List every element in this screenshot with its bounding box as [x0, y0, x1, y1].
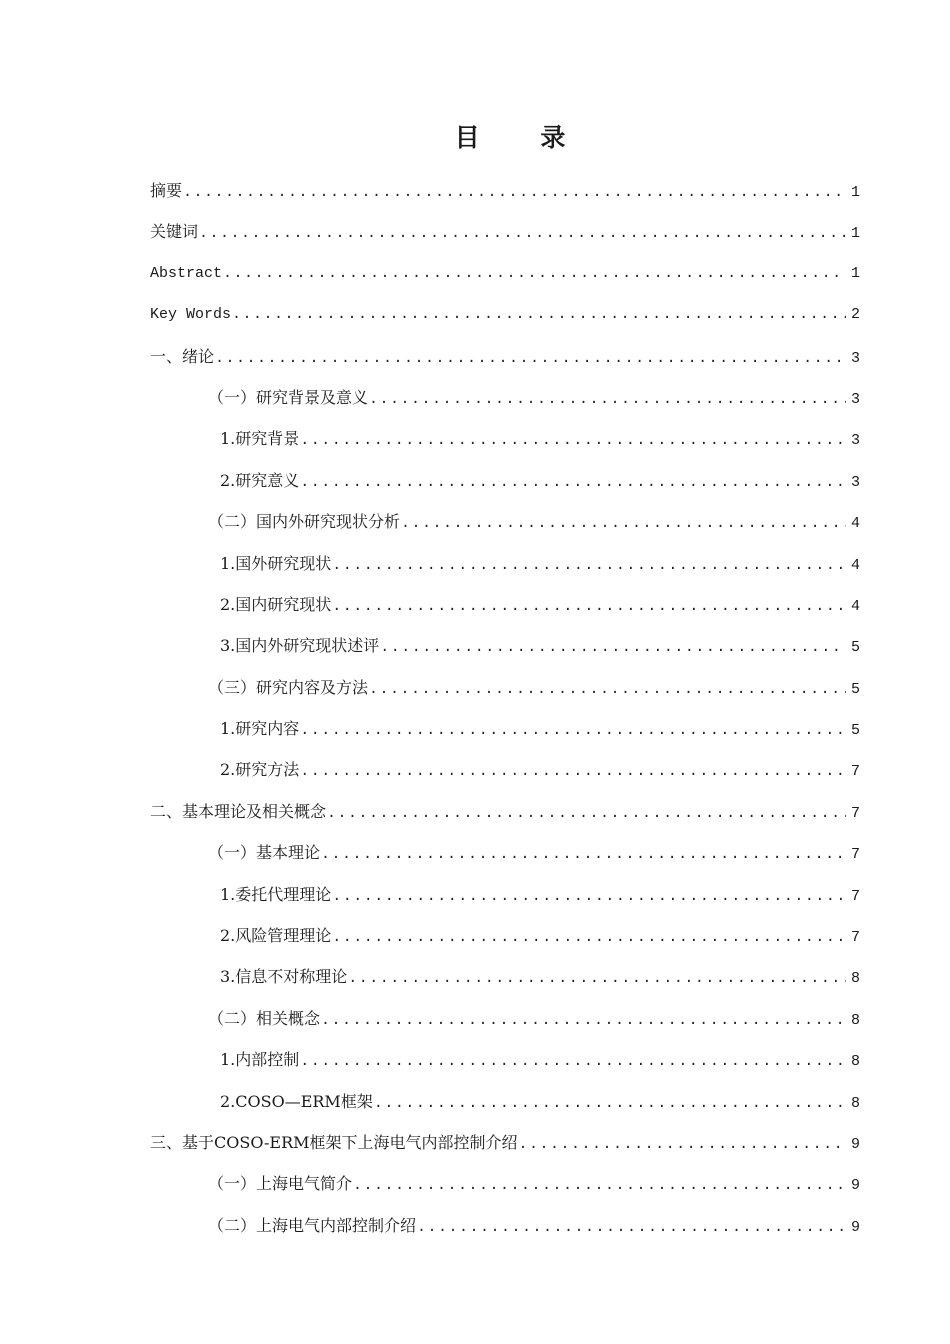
toc-entry[interactable] — [150, 708, 860, 749]
toc-entry-page-number: 9 — [850, 1135, 860, 1153]
toc-entry-label: 1.委托代理理论 — [220, 884, 332, 904]
toc-dot-leader — [321, 1000, 846, 1041]
toc-dot-leader — [321, 834, 846, 875]
toc-entry[interactable] — [150, 501, 860, 542]
toc-entry[interactable] — [150, 915, 860, 956]
toc-dot-leader — [199, 213, 846, 254]
toc-dot-leader — [374, 1083, 846, 1124]
toc-dot-leader — [332, 586, 846, 627]
toc-title: 目 录 — [454, 123, 592, 152]
toc-entry-label: 2.风险管理理论 — [220, 926, 332, 946]
toc-entry-label: 三、基于COSO-ERM框架下上海电气内部控制介绍 — [150, 1132, 518, 1152]
toc-entry[interactable] — [150, 1205, 860, 1246]
toc-dot-leader — [332, 876, 846, 917]
toc-entry[interactable] — [150, 294, 860, 335]
toc-entry-label: 1.内部控制 — [220, 1050, 300, 1070]
toc-entry-label: （一）研究背景及意义 — [208, 387, 369, 407]
toc-entry[interactable] — [150, 1122, 860, 1163]
toc-entry[interactable] — [150, 211, 860, 252]
toc-dot-leader — [519, 1124, 846, 1165]
toc-entry[interactable] — [150, 791, 860, 832]
toc-dot-leader — [327, 793, 846, 834]
toc-entry[interactable] — [150, 418, 860, 459]
toc-entry-page-number: 5 — [850, 639, 860, 657]
toc-entry-page-number: 8 — [850, 1053, 860, 1071]
toc-entry-page-number: 1 — [850, 264, 860, 282]
toc-dot-leader — [215, 338, 846, 379]
toc-dot-leader — [380, 627, 846, 668]
toc-entry-label: 2.国内研究现状 — [220, 594, 332, 614]
toc-entry-label: （二）国内外研究现状分析 — [208, 512, 401, 532]
toc-dot-leader — [223, 253, 846, 294]
toc-entry-page-number: 7 — [850, 846, 860, 864]
toc-entry[interactable] — [150, 543, 860, 584]
toc-entry-label: 3.国内外研究现状述评 — [220, 636, 380, 656]
toc-dot-leader — [332, 545, 846, 586]
toc-entry[interactable] — [150, 874, 860, 915]
toc-dot-leader — [183, 172, 846, 213]
toc-entry-label: （二）上海电气内部控制介绍 — [208, 1215, 417, 1235]
toc-dot-leader — [348, 958, 846, 999]
toc-dot-leader — [332, 917, 846, 958]
toc-entry-label: 3.信息不对称理论 — [220, 967, 348, 987]
toc-entry-page-number: 3 — [850, 349, 860, 367]
toc-entry[interactable] — [150, 253, 860, 294]
toc-entry-page-number: 7 — [850, 804, 860, 822]
toc-list — [150, 170, 860, 1246]
toc-dot-leader — [369, 379, 846, 420]
toc-entry-label: （一）基本理论 — [208, 843, 321, 863]
toc-entry[interactable] — [150, 1039, 860, 1080]
toc-dot-leader — [300, 751, 846, 792]
toc-entry-page-number: 1 — [850, 184, 860, 201]
toc-entry-page-number: 8 — [850, 1011, 860, 1029]
toc-dot-leader — [401, 503, 846, 544]
toc-entry-page-number: 7 — [850, 929, 860, 947]
toc-entry[interactable] — [150, 584, 860, 625]
toc-entry-page-number: 4 — [850, 597, 860, 615]
toc-entry[interactable] — [150, 336, 860, 377]
toc-entry-label: Abstract — [150, 264, 223, 282]
toc-entry[interactable] — [150, 377, 860, 418]
toc-dot-leader — [369, 669, 846, 710]
toc-dot-leader — [232, 294, 846, 335]
toc-entry[interactable] — [150, 1081, 860, 1122]
toc-entry-page-number: 9 — [850, 1177, 860, 1195]
toc-entry-label: 关键词 — [150, 222, 199, 242]
toc-entry-label: 1.国外研究现状 — [220, 553, 332, 573]
toc-entry-label: 2.研究方法 — [220, 760, 300, 780]
toc-dot-leader — [300, 710, 846, 751]
toc-entry[interactable] — [150, 460, 860, 501]
toc-entry-label: 2.研究意义 — [220, 470, 300, 490]
toc-entry-label: Key Words — [150, 306, 232, 324]
toc-entry-page-number: 3 — [850, 473, 860, 491]
toc-entry[interactable] — [150, 1163, 860, 1204]
toc-entry-page-number: 3 — [850, 390, 860, 408]
toc-entry-label: 1.研究内容 — [220, 719, 300, 739]
toc-dot-leader — [300, 462, 846, 503]
toc-entry-page-number: 5 — [850, 722, 860, 740]
toc-entry-page-number: 2 — [850, 306, 860, 324]
toc-entry-page-number: 7 — [850, 763, 860, 781]
toc-entry-label: （二）相关概念 — [208, 1008, 321, 1028]
toc-dot-leader — [300, 420, 846, 461]
toc-entry-label: 一、绪论 — [150, 346, 215, 366]
toc-entry-page-number: 5 — [850, 680, 860, 698]
toc-dot-leader — [353, 1165, 846, 1206]
toc-entry-label: （一）上海电气简介 — [208, 1174, 353, 1194]
toc-entry-label: 1.研究背景 — [220, 429, 300, 449]
toc-entry-page-number: 4 — [850, 515, 860, 533]
toc-entry[interactable] — [150, 998, 860, 1039]
toc-entry[interactable] — [150, 625, 860, 666]
toc-entry-page-number: 7 — [850, 887, 860, 905]
toc-entry[interactable] — [150, 832, 860, 873]
toc-entry[interactable] — [150, 749, 860, 790]
toc-dot-leader — [300, 1041, 846, 1082]
toc-entry-page-number: 8 — [850, 970, 860, 988]
toc-entry-page-number: 9 — [850, 1218, 860, 1236]
toc-entry[interactable] — [150, 956, 860, 997]
toc-entry[interactable] — [150, 170, 860, 211]
toc-entry-page-number: 1 — [850, 225, 860, 243]
toc-entry-page-number: 4 — [850, 556, 860, 574]
toc-entry-label: 二、基本理论及相关概念 — [150, 801, 327, 821]
toc-dot-leader — [417, 1207, 846, 1248]
toc-entry-label: （三）研究内容及方法 — [208, 677, 369, 697]
toc-entry-page-number: 8 — [850, 1094, 860, 1112]
toc-entry-label: 2.COSO—ERM框架 — [220, 1091, 373, 1111]
toc-entry-label: 摘要 — [150, 181, 183, 200]
toc-entry[interactable] — [150, 667, 860, 708]
toc-entry-page-number: 3 — [850, 432, 860, 450]
